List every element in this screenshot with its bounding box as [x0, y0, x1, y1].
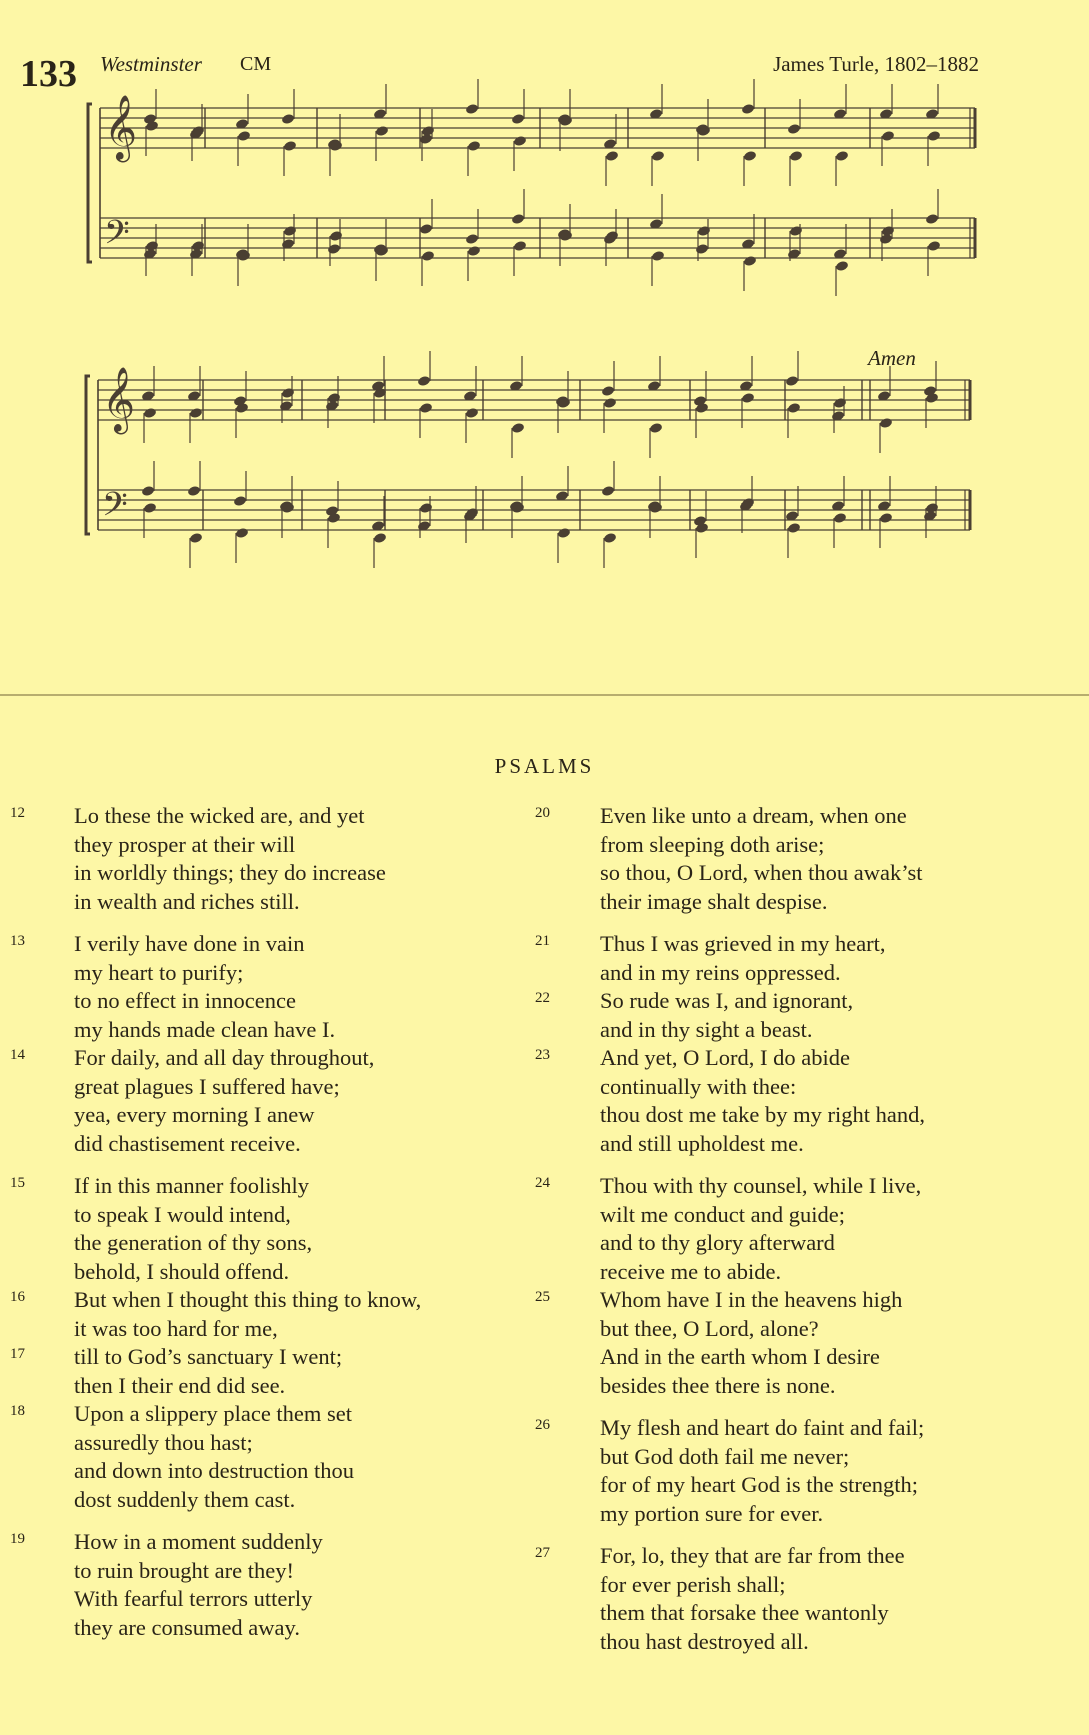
verse-line: For daily, and all day throughout, [74, 1045, 375, 1070]
hymn-number: 133 [20, 53, 77, 95]
tune-name: Westminster [100, 52, 202, 76]
score-system-1 [88, 79, 975, 296]
verse-line: assuredly thou hast; [74, 1429, 253, 1455]
verse-19 [10, 1528, 510, 1642]
verse-13 [10, 930, 510, 1044]
verse-line: besides thee there is none. [600, 1372, 836, 1398]
verse-number: 19 [10, 1531, 25, 1547]
svg-text:𝄢: 𝄢 [102, 486, 128, 532]
verses-left-column [10, 802, 510, 1642]
verse-line: my heart to purify; [74, 959, 244, 985]
verse-line: to speak I would intend, [74, 1201, 291, 1227]
verse-line: and to thy glory afterward [600, 1230, 835, 1255]
verse-line: continually with thee: [600, 1073, 797, 1099]
amen-label: Amen [868, 346, 916, 370]
verse-line: So rude was I, and ignorant, [600, 988, 854, 1013]
verse-line: But when I thought this thing to know, [74, 1287, 422, 1312]
verse-number: 14 [10, 1047, 25, 1063]
verse-line: they prosper at their will [74, 831, 296, 857]
verse-line: for of my heart God is the strength; [600, 1472, 919, 1497]
verse-line: and in my reins oppressed. [600, 959, 841, 985]
verse-line: and in thy sight a beast. [600, 1016, 813, 1042]
verse-number: 20 [535, 805, 550, 821]
verse-line: great plagues I suffered have; [74, 1073, 340, 1099]
verse-line: in wealth and riches still. [74, 888, 300, 914]
verse-line: receive me to abide. [600, 1258, 782, 1284]
verse-line: behold, I should offend. [74, 1258, 290, 1284]
verse-number: 22 [535, 990, 550, 1006]
verse-line: my hands made clean have I. [74, 1016, 336, 1042]
verse-number: 26 [535, 1417, 550, 1433]
verse-27 [535, 1542, 995, 1656]
verse-number: 17 [10, 1346, 25, 1362]
verse-line: so thou, O Lord, when thou awak’st [600, 860, 923, 885]
verse-22 [535, 987, 995, 1044]
verse-26 [535, 1414, 995, 1528]
verse-18 [10, 1400, 510, 1514]
music-score [0, 0, 1089, 600]
verse-line: in worldly things; they do increase [74, 860, 386, 885]
verse-line: If in this manner foolishly [74, 1173, 309, 1198]
verse-16 [10, 1286, 510, 1343]
verse-24 [535, 1172, 995, 1286]
verse-14 [10, 1044, 510, 1158]
verse-line: to no effect in innocence [74, 988, 296, 1013]
verse-number: 13 [10, 933, 25, 949]
verse-number: 27 [535, 1545, 550, 1561]
verse-line: Upon a slippery place them set [74, 1401, 353, 1426]
verse-line: to ruin brought are they! [74, 1557, 294, 1583]
verse-line: Even like unto a dream, when one [600, 803, 907, 828]
verse-line: but God doth fail me never; [600, 1443, 850, 1469]
verse-line: from sleeping doth arise; [600, 831, 825, 857]
verse-number: 12 [10, 805, 25, 821]
verse-line: they are consumed away. [74, 1614, 300, 1640]
verse-line: With fearful terrors utterly [74, 1586, 313, 1611]
verse-17 [10, 1343, 510, 1400]
verse-25 [535, 1286, 995, 1400]
verse-number: 23 [535, 1047, 550, 1063]
verse-number: 18 [10, 1403, 25, 1419]
verse-line: and still upholdest me. [600, 1130, 804, 1156]
verse-20 [535, 802, 995, 916]
svg-text:𝄞: 𝄞 [102, 367, 136, 432]
verse-line: the generation of thy sons, [74, 1230, 313, 1255]
score-system-2 [86, 351, 970, 568]
verse-line: thou dost me take by my right hand, [600, 1102, 925, 1127]
verse-21 [535, 930, 995, 987]
verse-15 [10, 1172, 510, 1286]
verse-line: And in the earth whom I desire [600, 1344, 880, 1369]
verse-line: For, lo, they that are far from thee [600, 1543, 905, 1568]
svg-text:𝄢: 𝄢 [104, 214, 130, 260]
verse-line: I verily have done in vain [74, 931, 305, 956]
verse-line: their image shalt despise. [600, 888, 828, 914]
verse-23 [535, 1044, 995, 1158]
composer: James Turle, 1802–1882 [773, 52, 979, 76]
verse-line: did chastisement receive. [74, 1130, 301, 1156]
verse-line: them that forsake thee wantonly [600, 1600, 889, 1625]
verse-12 [10, 802, 510, 916]
verse-number: 15 [10, 1175, 25, 1191]
section-title: PSALMS [494, 754, 595, 778]
tune-meter: CM [240, 53, 272, 75]
verse-line: yea, every morning I anew [74, 1102, 315, 1127]
verse-line: but thee, O Lord, alone? [600, 1315, 819, 1341]
svg-text:𝄞: 𝄞 [104, 95, 138, 160]
verse-line: wilt me conduct and guide; [600, 1201, 845, 1227]
verses-right-column [535, 802, 995, 1656]
verse-line: for ever perish shall; [600, 1571, 786, 1597]
verse-line: Thus I was grieved in my heart, [600, 931, 886, 956]
verse-line: my portion sure for ever. [600, 1500, 824, 1526]
verse-line: Lo these the wicked are, and yet [74, 803, 365, 828]
verse-line: thou hast destroyed all. [600, 1628, 809, 1654]
verse-line: till to God’s sanctuary I went; [74, 1344, 343, 1369]
verse-line: and down into destruction thou [74, 1458, 354, 1483]
verse-number: 24 [535, 1175, 550, 1191]
verse-line: Whom have I in the heavens high [600, 1287, 903, 1312]
verse-number: 21 [535, 933, 550, 949]
verse-line: My flesh and heart do faint and fail; [600, 1415, 925, 1440]
verse-line: And yet, O Lord, I do abide [600, 1045, 850, 1070]
verse-line: then I their end did see. [74, 1372, 286, 1398]
verse-number: 25 [535, 1289, 550, 1305]
section-divider [0, 694, 1089, 696]
verse-number: 16 [10, 1289, 25, 1305]
verse-line: dost suddenly them cast. [74, 1486, 296, 1512]
verse-line: How in a moment suddenly [74, 1529, 323, 1554]
verse-line: it was too hard for me, [74, 1315, 278, 1341]
verse-line: Thou with thy counsel, while I live, [600, 1173, 922, 1198]
